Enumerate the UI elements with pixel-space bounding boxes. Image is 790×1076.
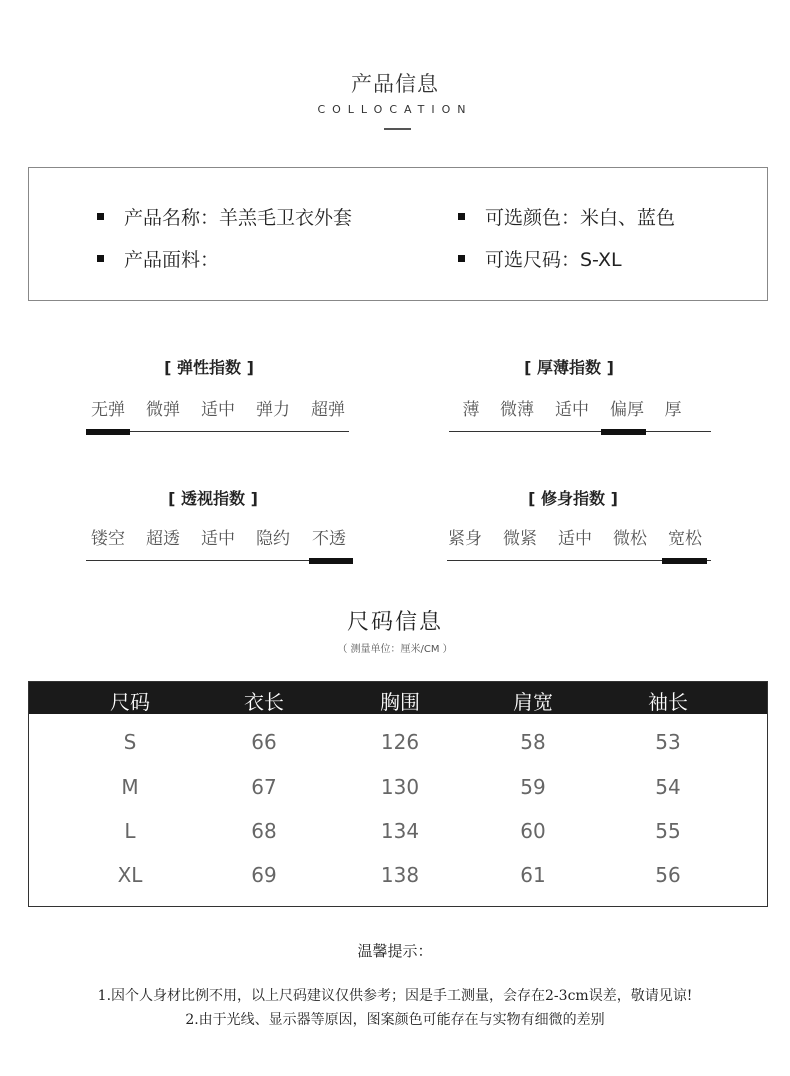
- transparency-label: 镂空: [91, 529, 125, 549]
- table-cell: 134: [380, 819, 420, 843]
- table-cell: 69: [251, 863, 277, 887]
- size-table-header: [29, 682, 767, 714]
- column-header: 衣长: [244, 690, 284, 714]
- table-cell: 58: [520, 730, 546, 754]
- tips-title: 温馨提示：: [357, 942, 433, 960]
- table-cell: 126: [380, 730, 420, 754]
- product-name-item: [97, 203, 352, 230]
- page-title: 产品信息: [351, 72, 439, 96]
- tip-line-2: 2.由于光线、显示器等原因，图案颜色可能存在与实物有细微的差别: [185, 1012, 605, 1028]
- thickness-label: 厚: [664, 400, 682, 420]
- table-cell: 55: [655, 819, 681, 843]
- thickness-label: 偏厚: [610, 400, 644, 420]
- bullet-icon: [458, 213, 465, 220]
- thickness-label: 适中: [555, 400, 589, 420]
- title-divider: [384, 128, 411, 130]
- fit-label: 微紧: [503, 529, 537, 549]
- table-cell: 61: [520, 863, 546, 887]
- column-header: 肩宽: [513, 690, 553, 714]
- table-cell: 59: [520, 775, 546, 799]
- table-cell: 66: [251, 730, 277, 754]
- elasticity-index-title: [ 弹性指数 ]: [164, 358, 254, 377]
- fit-label: 微松: [613, 529, 647, 549]
- fit-index-title: [ 修身指数 ]: [528, 489, 618, 508]
- table-cell: 68: [251, 819, 277, 843]
- transparency-selected-marker: [309, 558, 353, 564]
- product-info-box: [28, 167, 768, 301]
- elasticity-label: 超弹: [311, 400, 345, 420]
- transparency-label: 隐约: [256, 529, 290, 549]
- bullet-icon: [97, 213, 104, 220]
- fit-label: 紧身: [448, 529, 482, 549]
- table-cell: XL: [117, 863, 143, 887]
- table-cell: 60: [520, 819, 546, 843]
- elasticity-label: 弹力: [256, 400, 290, 420]
- elasticity-label: 无弹: [91, 400, 125, 420]
- table-cell: M: [121, 775, 139, 799]
- table-cell: 130: [380, 775, 420, 799]
- fit-label: 宽松: [668, 529, 702, 549]
- product-fabric-item: [97, 245, 219, 272]
- column-header: 尺码: [110, 690, 150, 714]
- transparency-label: 适中: [201, 529, 235, 549]
- table-cell: 56: [655, 863, 681, 887]
- size-info-title: 尺码信息: [346, 610, 443, 635]
- product-colors-text: 可选颜色：米白、蓝色: [485, 207, 676, 229]
- elasticity-label: 微弹: [146, 400, 180, 420]
- fit-selected-marker: [662, 558, 707, 564]
- table-cell: L: [124, 819, 136, 843]
- bullet-icon: [97, 255, 104, 262]
- bullet-icon: [458, 255, 465, 262]
- page-subtitle: COLLOCATION: [317, 103, 473, 116]
- table-cell: S: [123, 730, 137, 754]
- transparency-index-title: [ 透视指数 ]: [168, 489, 258, 508]
- thickness-index-title: [ 厚薄指数 ]: [524, 358, 614, 377]
- transparency-label: 不透: [312, 529, 346, 549]
- thickness-label: 微薄: [500, 400, 534, 420]
- table-cell: 138: [380, 863, 420, 887]
- product-name-text: 产品名称：羊羔毛卫衣外套: [124, 207, 353, 229]
- product-fabric-text: 产品面料：: [124, 249, 220, 271]
- product-sizes-item: [458, 245, 622, 272]
- thickness-selected-marker: [601, 429, 646, 435]
- table-cell: 53: [655, 730, 681, 754]
- column-header: 袖长: [648, 690, 688, 714]
- product-colors-item: [458, 203, 675, 230]
- fit-label: 适中: [558, 529, 592, 549]
- column-header: 胸围: [380, 690, 420, 714]
- table-cell: 54: [655, 775, 681, 799]
- thickness-label: 薄: [462, 400, 480, 420]
- thickness-scale-line: [449, 431, 711, 432]
- tip-line-1: 1.因个人身材比例不用，以上尺码建议仅供参考；因是手工测量，会存在2-3cm误差，敬请见谅!: [97, 988, 693, 1004]
- table-cell: 67: [251, 775, 277, 799]
- elasticity-selected-marker: [86, 429, 130, 435]
- elasticity-label: 适中: [201, 400, 235, 420]
- size-unit-note: （ 测量单位：厘米/CM ）: [337, 644, 453, 655]
- product-sizes-text: 可选尺码：S-XL: [485, 249, 622, 271]
- size-table: [28, 681, 768, 907]
- transparency-label: 超透: [146, 529, 180, 549]
